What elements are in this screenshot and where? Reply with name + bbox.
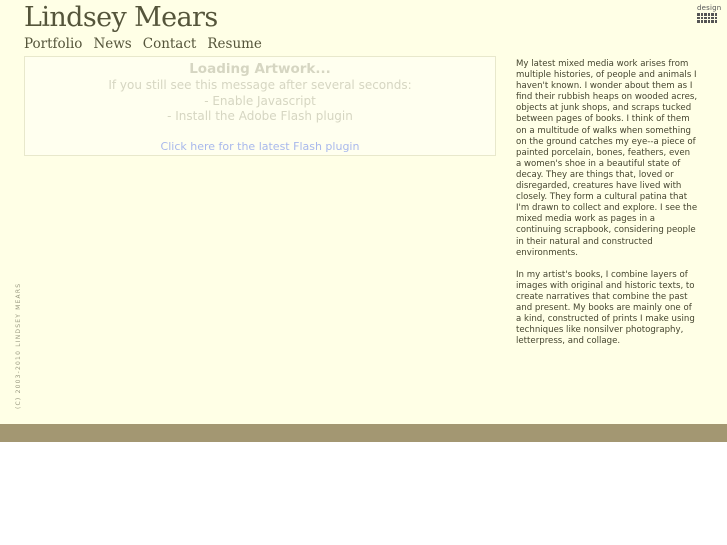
statement-paragraph: My latest mixed media work arises from multiple histories, of people and animals I haven't known. I wonder about them as I find their rubbish heaps on wooded acres, objects at junk shops, and scraps tucked between pages of books. I think of them on a multitude of walks when something on the ground catches my eye--a piece of painted porcelain, bones, feathers, even a women's shoe in a beautiful state of decay. They are things that, loved or disregarded, creatures have lived with closely. They form a cultural patina that I'm drawn to collect and explore. I see the mixed media work as pages in a continuing scrapbook, considering people in their natural and constructed environments. bbox=[516, 59, 698, 258]
nav-news[interactable]: News bbox=[93, 36, 132, 52]
flash-download-link[interactable]: Click here for the latest Flash plugin bbox=[160, 139, 360, 153]
artist-statement bbox=[516, 59, 698, 359]
flash-step-javascript: - Enable Javascript bbox=[204, 93, 316, 108]
nav-resume[interactable]: Resume bbox=[207, 36, 262, 52]
design-grid-icon bbox=[697, 13, 723, 23]
site-title: Lindsey Mears bbox=[24, 2, 218, 33]
flash-warning: If you still see this message after several seconds: bbox=[108, 78, 412, 92]
flash-placeholder bbox=[24, 56, 496, 156]
design-badge[interactable] bbox=[697, 4, 723, 23]
design-badge-label: design bbox=[697, 4, 722, 12]
nav-portfolio[interactable]: Portfolio bbox=[24, 36, 83, 52]
main-nav bbox=[24, 36, 273, 52]
statement-paragraph: In my artist's books, I combine layers of images with original and historic texts, to create narratives that combine the past and present. My books are mainly one of a kind, constructed of prints I make using techniques like nonsilver photography, letterpress, and collage. bbox=[516, 269, 695, 347]
loading-message: Loading Artwork... bbox=[189, 61, 331, 77]
flash-step-plugin: - Install the Adobe Flash plugin bbox=[167, 109, 353, 123]
footer-band bbox=[0, 424, 727, 442]
nav-contact[interactable]: Contact bbox=[142, 36, 197, 52]
copyright-notice: (C) 2003-2010 LINDSEY MEARS bbox=[15, 282, 22, 409]
